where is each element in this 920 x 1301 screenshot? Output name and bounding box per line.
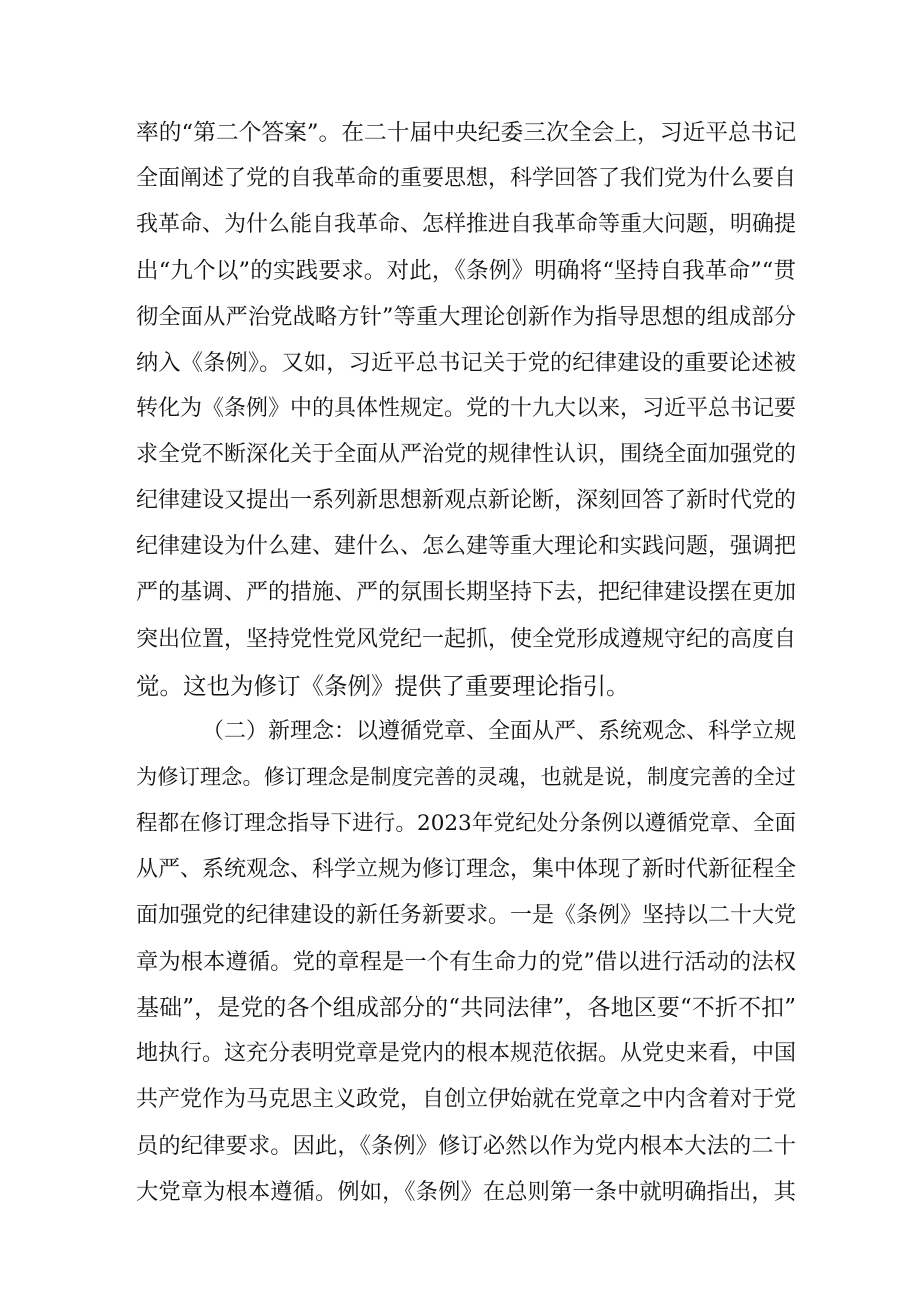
paragraph-line: 基础”，是党的各个组成部分的“共同法律”，各地区要“不折不扣”: [136, 994, 796, 1021]
paragraph-line: 出“九个以”的实践要求。对此，《条例》明确将“坚持自我革命”“贯: [136, 258, 796, 285]
paragraph-line: 员的纪律要求。因此，《条例》修订必然以作为党内根本大法的二十: [136, 1133, 796, 1160]
paragraph-line: 率的“第二个答案”。在二十届中央纪委三次全会上，习近平总书记: [136, 120, 796, 146]
paragraph-line: 觉。这也为修订《条例》提供了重要理论指引。: [136, 671, 630, 700]
paragraph-line: 纪律建设又提出一系列新思想新观点新论断，深刻回答了新时代党的: [136, 488, 796, 514]
section-heading-line: （二）新理念：以遵循党章、全面从严、系统观念、科学立规: [202, 718, 796, 744]
paragraph-line: 纪律建设为什么建、建什么、怎么建等重大理论和实践问题，强调把: [136, 534, 796, 560]
document-body: [136, 110, 796, 1215]
paragraph-line: 突出位置，坚持党性党风党纪一起抓，使全党形成遵规守纪的高度自: [136, 626, 796, 652]
paragraph-line: 转化为《条例》中的具体性规定。党的十九大以来，习近平总书记要: [136, 396, 796, 422]
paragraph-line: 地执行。这充分表明党章是党内的根本规范依据。从党史来看，中国: [136, 1040, 796, 1066]
paragraph-line: 程都在修订理念指导下进行。2023年党纪处分条例以遵循党章、全面: [136, 810, 796, 836]
paragraph-line: 大党章为根本遵循。例如，《条例》在总则第一条中就明确指出，其: [136, 1179, 796, 1206]
paragraph-line: 纳入《条例》。又如，习近平总书记关于党的纪律建设的重要论述被: [136, 350, 796, 377]
paragraph-line: 从严、系统观念、科学立规为修订理念，集中体现了新时代新征程全: [136, 856, 796, 882]
paragraph-line: 我革命、为什么能自我革命、怎样推进自我革命等重大问题，明确提: [136, 212, 796, 238]
paragraph-line: 为修订理念。修订理念是制度完善的灵魂，也就是说，制度完善的全过: [136, 764, 796, 790]
paragraph-line: 章为根本遵循。党的章程是一个有生命力的党”借以进行活动的法权: [136, 948, 796, 975]
paragraph-line: 彻全面从严治党战略方针”等重大理论创新作为指导思想的组成部分: [136, 304, 796, 331]
paragraph-line: 全面阐述了党的自我革命的重要思想，科学回答了我们党为什么要自: [136, 166, 796, 192]
paragraph-line: 严的基调、严的措施、严的氛围长期坚持下去，把纪律建设摆在更加: [136, 580, 796, 606]
paragraph-line: 求全党不断深化关于全面从严治党的规律性认识，围绕全面加强党的: [136, 442, 796, 468]
paragraph-line: 共产党作为马克思主义政党，自创立伊始就在党章之中内含着对于党: [136, 1086, 796, 1112]
paragraph-line: 面加强党的纪律建设的新任务新要求。一是《条例》坚持以二十大党: [136, 902, 796, 928]
